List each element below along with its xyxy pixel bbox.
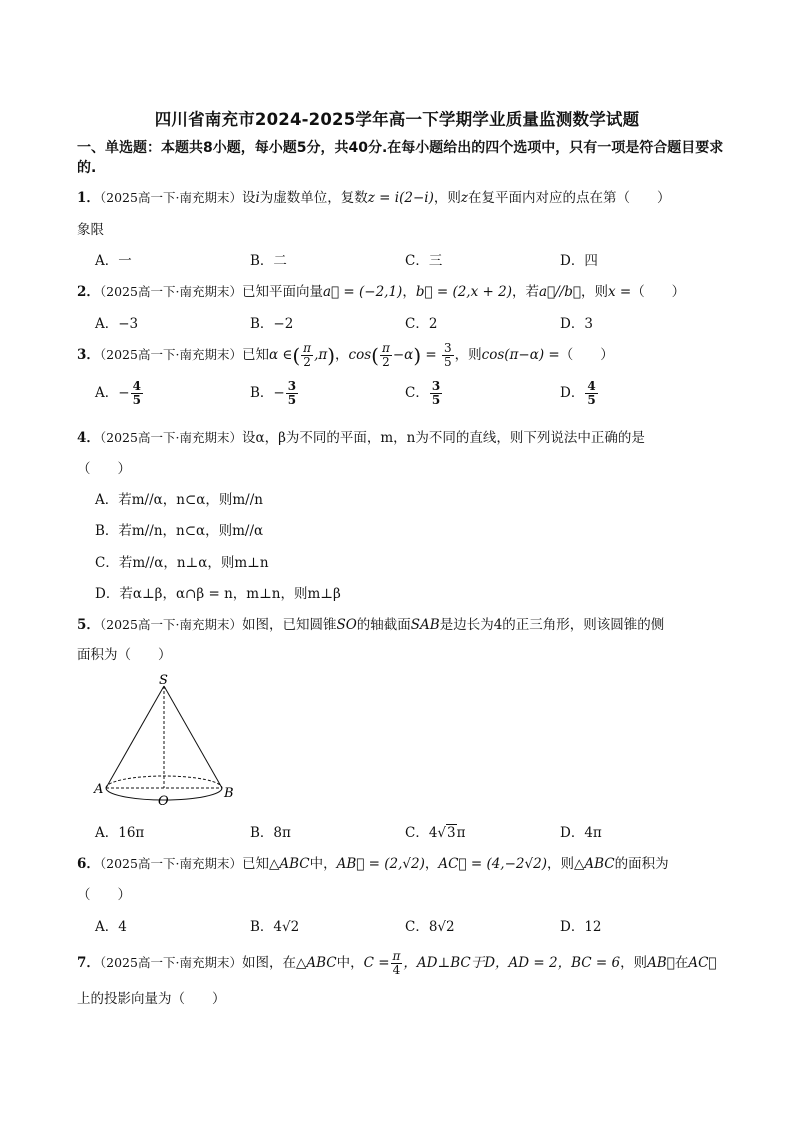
section-heading: 一、单选题：本题共8小题，每小题5分，共40分.在每小题给出的四个选项中，只有一项是符合题目要求的. — [77, 140, 724, 176]
q6-text: ，则 — [546, 856, 574, 872]
q3-math: α ∈ — [268, 347, 293, 363]
question-7-line-1 — [77, 950, 737, 977]
fraction: $\frac{\pi}{4}$ — [392, 949, 401, 977]
q4-text: 设α，β为不同的平面，m，n为不同的直线，则下列说法中正确的是 — [241, 430, 645, 446]
q3-text: ，则 — [454, 347, 482, 363]
q7-text: 如图，在 — [241, 955, 296, 971]
question-4-blank: （ ） — [77, 461, 131, 477]
source-tag: （2025高一下·南充期末） — [99, 284, 242, 299]
q3-option-d[interactable]: D． $\frac{4}{5}$ — [560, 379, 596, 407]
question-1-line-2: 象限 — [77, 222, 104, 238]
q2-text: ，若 — [511, 284, 539, 300]
q1-option-d[interactable]: D．四 — [560, 253, 598, 269]
q5-option-b[interactable]: B．8π — [250, 825, 291, 841]
q2-text: ，则 — [580, 284, 608, 300]
q7-text: ，则 — [620, 955, 648, 971]
q5-text: 是边长为4的正三角形，则该圆锥的侧 — [439, 617, 665, 633]
q4-option-d[interactable]: D．若α⊥β，α∩β = n，m⊥n，则m⊥β — [95, 586, 341, 602]
q6-text: 中， — [309, 856, 337, 872]
q1-text: ，则 — [433, 190, 461, 206]
cone-edge-right — [164, 686, 222, 788]
q3-math: cos(π−α) = — [481, 347, 560, 363]
q5-option-d[interactable]: D．4π — [560, 825, 602, 841]
q5-text: 的轴截面 — [356, 617, 411, 633]
q2-option-a[interactable]: A．−3 — [95, 316, 139, 332]
q1-option-b[interactable]: B．二 — [250, 253, 287, 269]
q6-option-c[interactable]: C．8√2 — [405, 919, 455, 935]
q7-text: 在 — [674, 955, 689, 971]
q2-math: a⃗//b⃗ — [538, 284, 581, 300]
q7-math: C = — [363, 955, 390, 971]
question-3-line-1: 3．（2025高一下·南充期末）已知α ∈( $\frac{\pi}{2}$ ,π)，cos( $\frac{\pi}{2}$ −α) = $\frac{3}{5}$ ，则cos(π−α) =（ ） — [77, 341, 614, 369]
q2-text: 已知平面向量 — [241, 284, 323, 300]
cone-edge-left — [106, 686, 164, 788]
question-2-line-1: 2．（2025高一下·南充期末）已知平面向量a⃗ = (−2,1)，b⃗ = (2,x + 2)，若a⃗//b⃗，则x =（ ） — [77, 284, 686, 300]
question-7-line-2: 上的投影向量为（ ） — [77, 991, 226, 1007]
source-tag: （2025高一下·南充期末） — [99, 347, 242, 362]
source-tag: （2025高一下·南充期末） — [99, 617, 242, 632]
label-b: B — [224, 786, 234, 801]
q2-text: （ ） — [631, 284, 686, 300]
cone-diagram — [92, 672, 242, 812]
question-1-line-1 — [77, 186, 737, 206]
q6-math: △ABC — [268, 856, 310, 872]
q5-math: SAB — [410, 617, 440, 633]
question-5-line-1 — [77, 613, 737, 633]
question-number: 5． — [77, 617, 100, 633]
q3-option-c[interactable]: C． $\frac{3}{5}$ — [405, 379, 441, 407]
q2-option-d[interactable]: D．3 — [560, 316, 593, 332]
question-6-blank: （ ） — [77, 887, 131, 903]
q2-option-c[interactable]: C．2 — [405, 316, 438, 332]
q3-text: （ ） — [559, 347, 614, 363]
q3-option-b[interactable]: B．− $\frac{3}{5}$ — [250, 379, 297, 407]
q2-math: a⃗ = (−2,1) — [322, 284, 403, 300]
q3-option-a[interactable]: A．− $\frac{4}{5}$ — [95, 379, 141, 407]
q7-math: △ABC — [295, 955, 337, 971]
question-number: 4． — [77, 430, 100, 446]
question-6-line-1: 6．（2025高一下·南充期末）已知△ABC中，AB⃗ = (2,√2)，AC⃗ = (4,−2√2)，则△ABC的面积为 — [77, 856, 669, 872]
question-number: 7． — [77, 955, 100, 971]
q6-math: AB⃗ = (2,√2) — [336, 856, 425, 872]
label-a: A — [94, 782, 104, 797]
fraction: $\frac{\pi}{2}$ — [303, 341, 312, 369]
fraction: $\frac{3}{5}$ — [444, 341, 452, 369]
q3-math: −α — [392, 347, 414, 363]
q3-text: 已知 — [241, 347, 269, 363]
q6-math: AC⃗ = (4,−2√2) — [438, 856, 547, 872]
cone-figure — [92, 672, 242, 812]
question-4-line-1 — [77, 426, 737, 446]
q5-option-c[interactable]: C．4√3π — [405, 825, 466, 841]
q5-option-a[interactable]: A．16π — [95, 825, 145, 841]
q1-text: 设 — [241, 190, 256, 206]
question-number: 1． — [77, 190, 100, 206]
question-5-line-2: 面积为（ ） — [77, 647, 172, 663]
page-title: 四川省南充市2024-2025学年高一下学期学业质量监测数学试题 — [154, 110, 640, 129]
source-tag: （2025高一下·南充期末） — [99, 190, 242, 205]
q4-option-b[interactable]: B．若m//n，n⊂α，则m//α — [95, 523, 264, 539]
q1-math: z = i(2−i) — [367, 190, 434, 206]
q2-option-b[interactable]: B．−2 — [250, 316, 294, 332]
q2-math: b⃗ = (2,x + 2) — [415, 284, 512, 300]
question-number: 2． — [77, 284, 100, 300]
q6-option-d[interactable]: D．12 — [560, 919, 602, 935]
fraction: $\frac{\pi}{2}$ — [381, 341, 390, 369]
q6-math: △ABC — [573, 856, 615, 872]
source-tag: （2025高一下·南充期末） — [99, 955, 242, 970]
q7-math: AC⃗ — [688, 955, 717, 971]
q3-math: ,π — [314, 347, 328, 363]
q5-math: SO — [336, 617, 357, 633]
q4-option-c[interactable]: C．若m//α，n⊥α，则m⊥n — [95, 555, 269, 571]
q1-option-a[interactable]: A．一 — [95, 253, 132, 269]
q2-math: x = — [607, 284, 632, 300]
q1-text: 在复平面内对应的点在第（ ） — [467, 190, 671, 206]
q5-text: 如图，已知圆锥 — [241, 617, 337, 633]
q4-option-a[interactable]: A．若m//α，n⊂α，则m//n — [95, 492, 263, 508]
q3-math: cos — [348, 347, 372, 363]
label-o: O — [158, 794, 169, 809]
q6-option-b[interactable]: B．4√2 — [250, 919, 300, 935]
q1-math: z — [460, 190, 468, 206]
label-s: S — [159, 673, 168, 688]
source-tag: （2025高一下·南充期末） — [99, 856, 242, 871]
question-number: 6． — [77, 856, 100, 872]
q1-option-c[interactable]: C．三 — [405, 253, 443, 269]
q7-math: AB⃗ — [647, 955, 675, 971]
q7-text: 中， — [336, 955, 364, 971]
q6-text: 已知 — [241, 856, 269, 872]
q1-text: 为虚数单位，复数 — [259, 190, 368, 206]
q6-text: 的面积为 — [614, 856, 669, 872]
question-number: 3． — [77, 347, 100, 363]
q1-math: i — [255, 190, 260, 206]
q6-option-a[interactable]: A．4 — [95, 919, 127, 935]
q7-math: ，AD⊥BC于D，AD = 2，BC = 6 — [403, 955, 621, 971]
source-tag: （2025高一下·南充期末） — [99, 430, 242, 445]
